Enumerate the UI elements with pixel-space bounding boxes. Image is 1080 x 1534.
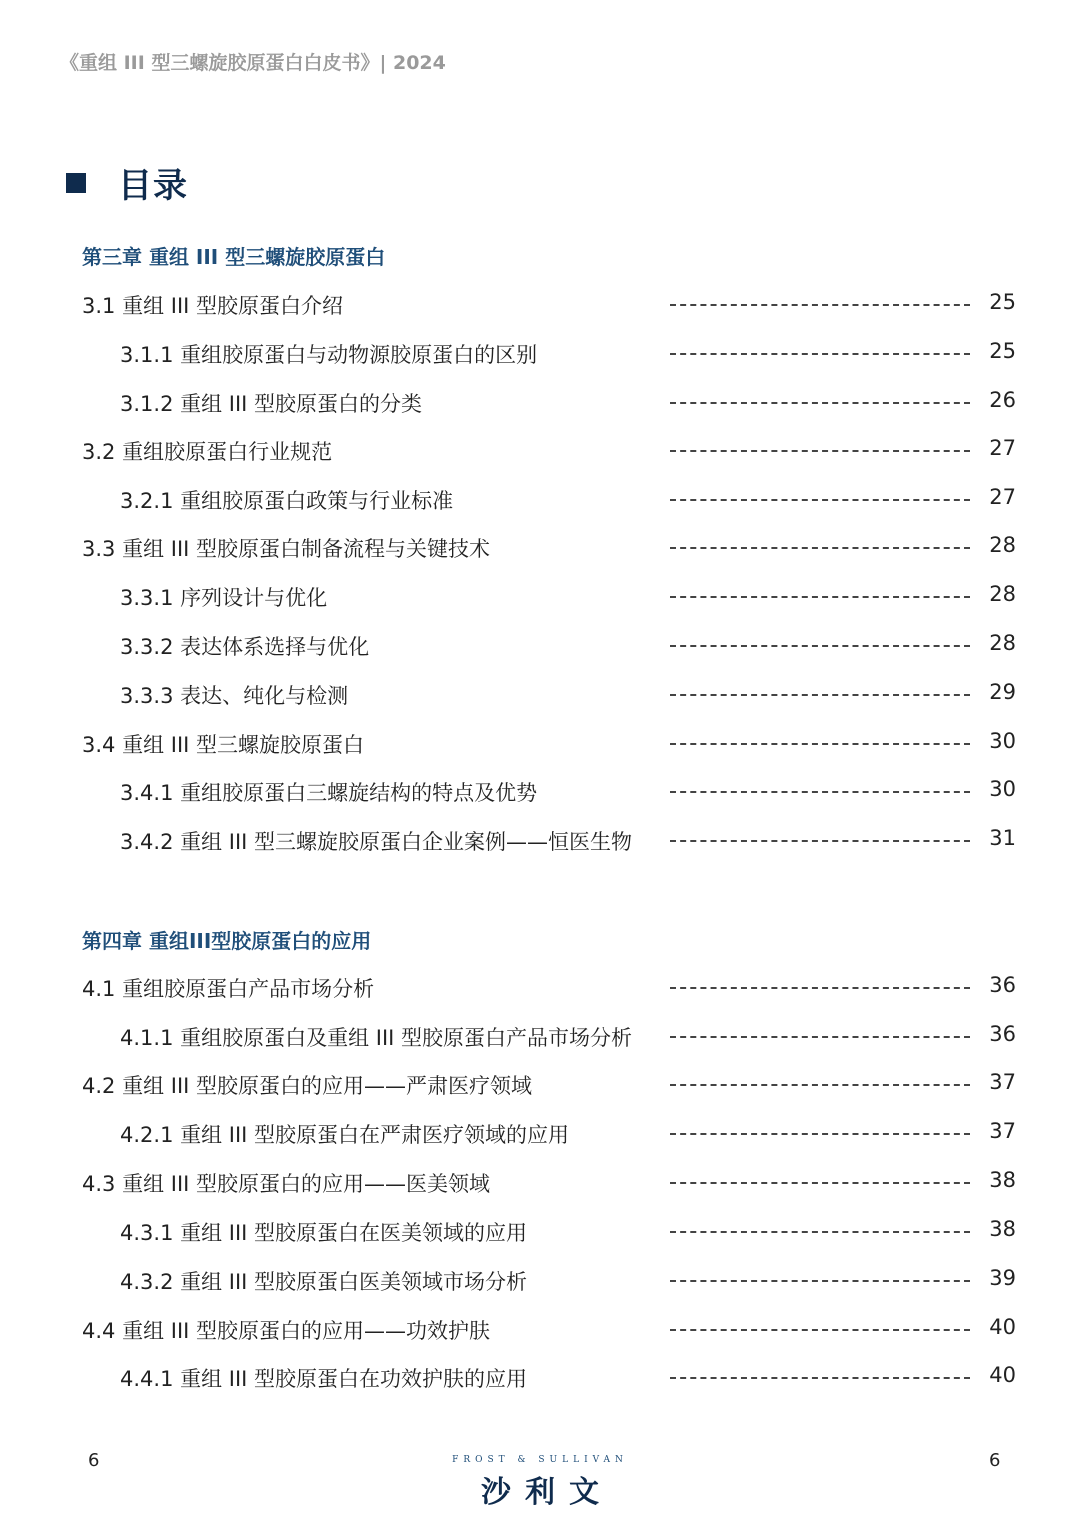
toc-entry[interactable] [0,1363,1080,1393]
toc-entry-page: 40 [989,1363,1016,1387]
toc-entry[interactable] [0,1315,1080,1345]
dot-leader [670,840,970,842]
toc-entry-page: 36 [989,1022,1016,1046]
toc-entry[interactable] [0,436,1080,466]
toc-entry-page: 27 [989,485,1016,509]
dot-leader [670,645,970,647]
dot-leader [670,547,970,549]
toc-entry[interactable] [0,1266,1080,1296]
page-number-right: 6 [989,1450,1001,1471]
frost-sullivan-logo [440,1455,640,1511]
toc-entry-label: 3.4.2 重组 III 型三螺旋胶原蛋白企业案例——恒医生物 [120,830,633,854]
toc-entry-label: 4.3.2 重组 III 型胶原蛋白医美领域市场分析 [120,1270,528,1294]
toc-heading [66,158,188,207]
toc-entry[interactable] [0,1168,1080,1198]
toc-entry-label: 3.4.1 重组胶原蛋白三螺旋结构的特点及优势 [120,781,538,805]
toc-entry[interactable] [0,826,1080,856]
document-header: 《重组 III 型三螺旋胶原蛋白白皮书》| 2024 [60,52,446,74]
toc-entry-page: 36 [989,973,1016,997]
toc-entry-label: 3.3.2 表达体系选择与优化 [120,635,370,659]
toc-entry[interactable] [0,680,1080,710]
toc-entry-page: 29 [989,680,1016,704]
toc-entry-label: 4.1 重组胶原蛋白产品市场分析 [82,977,375,1001]
dot-leader [670,1182,970,1184]
toc-entry[interactable] [0,339,1080,369]
logo-english: FROST & SULLIVAN [452,1455,628,1465]
toc-entry-page: 30 [989,777,1016,801]
toc-entry[interactable] [0,729,1080,759]
toc-entry-label: 3.1.2 重组 III 型胶原蛋白的分类 [120,392,423,416]
toc-entry-label: 4.2.1 重组 III 型胶原蛋白在严肃医疗领域的应用 [120,1123,570,1147]
toc-entry[interactable] [0,631,1080,661]
toc-entry[interactable] [0,1119,1080,1149]
dot-leader [670,1133,970,1135]
dot-leader [670,402,970,404]
toc-entry[interactable] [0,1217,1080,1247]
toc-entry-page: 38 [989,1168,1016,1192]
toc-entry[interactable] [0,1022,1080,1052]
toc-entry[interactable] [0,290,1080,320]
toc-entry[interactable] [0,777,1080,807]
dot-leader [670,1329,970,1331]
toc-entry-label: 3.2 重组胶原蛋白行业规范 [82,440,333,464]
toc-entry-page: 25 [989,339,1016,363]
toc-entry-page: 38 [989,1217,1016,1241]
toc-entry-label: 4.2 重组 III 型胶原蛋白的应用——严肃医疗领域 [82,1074,533,1098]
toc-entry-page: 28 [989,533,1016,557]
toc-entry-label: 3.3.3 表达、纯化与检测 [120,684,349,708]
toc-entry-page: 25 [989,290,1016,314]
toc-title: 目录 [118,166,188,206]
toc-entry[interactable] [0,485,1080,515]
toc-entry-label: 4.3.1 重组 III 型胶原蛋白在医美领域的应用 [120,1221,528,1245]
toc-entry-page: 28 [989,631,1016,655]
toc-entry-page: 30 [989,729,1016,753]
dot-leader [670,596,970,598]
dot-leader [670,791,970,793]
logo-chinese: 沙利文 [481,1475,613,1510]
chapter-heading[interactable]: 第三章 重组 III 型三螺旋胶原蛋白 [82,245,386,269]
toc-entry[interactable] [0,973,1080,1003]
dot-leader [670,1084,970,1086]
toc-entry-label: 3.3 重组 III 型胶原蛋白制备流程与关键技术 [82,537,491,561]
dot-leader [670,499,970,501]
dot-leader [670,1280,970,1282]
dot-leader [670,1377,970,1379]
dot-leader [670,450,970,452]
toc-entry-page: 26 [989,388,1016,412]
dot-leader [670,743,970,745]
dot-leader [670,304,970,306]
chapter-heading[interactable]: 第四章 重组III型胶原蛋白的应用 [82,929,372,953]
toc-entry-label: 3.1.1 重组胶原蛋白与动物源胶原蛋白的区别 [120,343,538,367]
toc-entry-label: 3.3.1 序列设计与优化 [120,586,328,610]
dot-leader [670,1036,970,1038]
toc-entry[interactable] [0,582,1080,612]
dot-leader [670,1231,970,1233]
dot-leader [670,353,970,355]
toc-entry-page: 31 [989,826,1016,850]
dot-leader [670,694,970,696]
toc-entry-label: 4.3 重组 III 型胶原蛋白的应用——医美领域 [82,1172,491,1196]
toc-entry[interactable] [0,1070,1080,1100]
dot-leader [670,987,970,989]
toc-entry-page: 28 [989,582,1016,606]
toc-entry-page: 37 [989,1119,1016,1143]
toc-entry-label: 3.2.1 重组胶原蛋白政策与行业标准 [120,489,454,513]
square-bullet-icon [66,173,86,193]
toc-entry-page: 37 [989,1070,1016,1094]
toc-entry-label: 3.4 重组 III 型三螺旋胶原蛋白 [82,733,365,757]
toc-entry[interactable] [0,533,1080,563]
toc-entry-label: 3.1 重组 III 型胶原蛋白介绍 [82,294,344,318]
toc-entry[interactable] [0,388,1080,418]
toc-entry-page: 40 [989,1315,1016,1339]
toc-entry-page: 27 [989,436,1016,460]
page-number-left: 6 [88,1450,100,1471]
toc-entry-label: 4.1.1 重组胶原蛋白及重组 III 型胶原蛋白产品市场分析 [120,1026,633,1050]
toc-entry-page: 39 [989,1266,1016,1290]
toc-entry-label: 4.4.1 重组 III 型胶原蛋白在功效护肤的应用 [120,1367,528,1391]
toc-entry-label: 4.4 重组 III 型胶原蛋白的应用——功效护肤 [82,1319,491,1343]
